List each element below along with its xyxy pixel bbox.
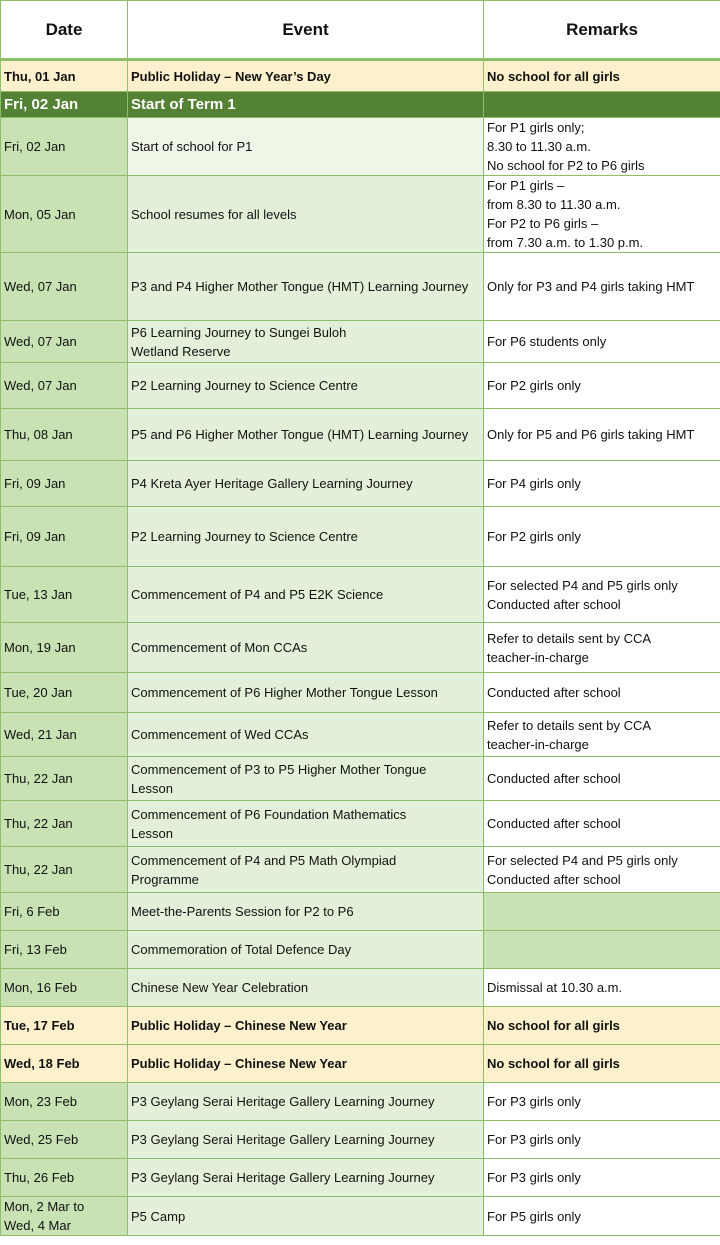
event-cell: P5 and P6 Higher Mother Tongue (HMT) Learning Journey [128, 409, 484, 461]
event-cell: P3 Geylang Serai Heritage Gallery Learning Journey [128, 1159, 484, 1197]
date-cell: Wed, 18 Feb [1, 1045, 128, 1083]
date-cell: Fri, 13 Feb [1, 931, 128, 969]
table-row [1, 757, 720, 801]
date-cell: Mon, 2 Mar to Wed, 4 Mar [1, 1197, 128, 1236]
table-row [1, 1159, 720, 1197]
date-cell: Tue, 17 Feb [1, 1007, 128, 1045]
date-cell: Mon, 16 Feb [1, 969, 128, 1007]
remark-cell: For P5 girls only [484, 1197, 720, 1236]
event-cell: P2 Learning Journey to Science Centre [128, 363, 484, 409]
event-cell: Commencement of Mon CCAs [128, 623, 484, 673]
remark-cell: For selected P4 and P5 girls only Conducted after school [484, 847, 720, 893]
event-cell: Commencement of P4 and P5 E2K Science [128, 567, 484, 623]
remark-cell: For P2 girls only [484, 363, 720, 409]
date-cell: Fri, 6 Feb [1, 893, 128, 931]
event-cell: Chinese New Year Celebration [128, 969, 484, 1007]
table-row [1, 893, 720, 931]
table-row [1, 1045, 720, 1083]
header-date: Date [1, 1, 128, 60]
remark-cell: Only for P3 and P4 girls taking HMT [484, 253, 720, 321]
remark-cell: Dismissal at 10.30 a.m. [484, 969, 720, 1007]
event-cell: Public Holiday – Chinese New Year [128, 1045, 484, 1083]
date-cell: Mon, 23 Feb [1, 1083, 128, 1121]
table-row [1, 623, 720, 673]
date-cell: Wed, 25 Feb [1, 1121, 128, 1159]
table-row [1, 321, 720, 363]
remark-cell: Conducted after school [484, 801, 720, 847]
remark-cell: For P3 girls only [484, 1083, 720, 1121]
table-row [1, 567, 720, 623]
event-cell: P2 Learning Journey to Science Centre [128, 507, 484, 567]
event-cell: Meet-the-Parents Session for P2 to P6 [128, 893, 484, 931]
table-row [1, 118, 720, 176]
table-row [1, 673, 720, 713]
date-cell: Thu, 22 Jan [1, 847, 128, 893]
remark-cell: For P2 girls only [484, 507, 720, 567]
header-event: Event [128, 1, 484, 60]
date-cell: Tue, 13 Jan [1, 567, 128, 623]
event-cell: P3 Geylang Serai Heritage Gallery Learning Journey [128, 1083, 484, 1121]
date-cell: Wed, 07 Jan [1, 253, 128, 321]
remark-cell: No school for all girls [484, 60, 720, 92]
remark-cell: For selected P4 and P5 girls only Conducted after school [484, 567, 720, 623]
remark-cell: Refer to details sent by CCA teacher-in-charge [484, 713, 720, 757]
event-cell: Commencement of P6 Higher Mother Tongue Lesson [128, 673, 484, 713]
event-cell: Start of Term 1 [128, 92, 484, 118]
event-cell: P4 Kreta Ayer Heritage Gallery Learning Journey [128, 461, 484, 507]
remark-cell: Conducted after school [484, 757, 720, 801]
event-cell: Public Holiday – New Year’s Day [128, 60, 484, 92]
remark-cell: No school for all girls [484, 1045, 720, 1083]
event-cell: Commencement of P6 Foundation Mathematics Lesson [128, 801, 484, 847]
date-cell: Mon, 05 Jan [1, 176, 128, 253]
calendar-body [1, 60, 720, 1236]
table-row [1, 1121, 720, 1159]
date-cell: Thu, 01 Jan [1, 60, 128, 92]
event-cell: Commencement of Wed CCAs [128, 713, 484, 757]
date-cell: Wed, 07 Jan [1, 321, 128, 363]
table-row [1, 1083, 720, 1121]
date-cell: Wed, 21 Jan [1, 713, 128, 757]
date-cell: Thu, 08 Jan [1, 409, 128, 461]
remark-cell [484, 92, 720, 118]
table-row [1, 92, 720, 118]
remark-cell [484, 893, 720, 931]
table-row [1, 60, 720, 92]
header-remarks: Remarks [484, 1, 720, 60]
table-row [1, 931, 720, 969]
remark-cell [484, 931, 720, 969]
table-row [1, 801, 720, 847]
header-row [1, 1, 720, 60]
table-row [1, 1197, 720, 1236]
table-row [1, 461, 720, 507]
remark-cell: For P1 girls only; 8.30 to 11.30 a.m. No school for P2 to P6 girls [484, 118, 720, 176]
event-cell: School resumes for all levels [128, 176, 484, 253]
event-cell: Commencement of P3 to P5 Higher Mother Tongue Lesson [128, 757, 484, 801]
date-cell: Fri, 02 Jan [1, 92, 128, 118]
remark-cell: Conducted after school [484, 673, 720, 713]
table-row [1, 1007, 720, 1045]
date-cell: Thu, 26 Feb [1, 1159, 128, 1197]
table-row [1, 253, 720, 321]
event-cell: P3 and P4 Higher Mother Tongue (HMT) Learning Journey [128, 253, 484, 321]
event-cell: Commencement of P4 and P5 Math Olympiad Programme [128, 847, 484, 893]
date-cell: Thu, 22 Jan [1, 757, 128, 801]
table-row [1, 713, 720, 757]
table-row [1, 409, 720, 461]
remark-cell: Only for P5 and P6 girls taking HMT [484, 409, 720, 461]
event-cell: P3 Geylang Serai Heritage Gallery Learning Journey [128, 1121, 484, 1159]
remark-cell: No school for all girls [484, 1007, 720, 1045]
table-row [1, 847, 720, 893]
remark-cell: For P1 girls – from 8.30 to 11.30 a.m. For P2 to P6 girls – from 7.30 a.m. to 1.30 p.m. [484, 176, 720, 253]
table-row [1, 507, 720, 567]
table-row [1, 176, 720, 253]
date-cell: Tue, 20 Jan [1, 673, 128, 713]
date-cell: Fri, 09 Jan [1, 507, 128, 567]
remark-cell: Refer to details sent by CCA teacher-in-charge [484, 623, 720, 673]
event-cell: P6 Learning Journey to Sungei Buloh Wetland Reserve [128, 321, 484, 363]
table-row [1, 969, 720, 1007]
date-cell: Fri, 09 Jan [1, 461, 128, 507]
event-cell: P5 Camp [128, 1197, 484, 1236]
date-cell: Thu, 22 Jan [1, 801, 128, 847]
remark-cell: For P6 students only [484, 321, 720, 363]
date-cell: Wed, 07 Jan [1, 363, 128, 409]
table-row [1, 363, 720, 409]
event-cell: Start of school for P1 [128, 118, 484, 176]
remark-cell: For P3 girls only [484, 1121, 720, 1159]
event-cell: Public Holiday – Chinese New Year [128, 1007, 484, 1045]
date-cell: Fri, 02 Jan [1, 118, 128, 176]
remark-cell: For P3 girls only [484, 1159, 720, 1197]
event-cell: Commemoration of Total Defence Day [128, 931, 484, 969]
date-cell: Mon, 19 Jan [1, 623, 128, 673]
remark-cell: For P4 girls only [484, 461, 720, 507]
